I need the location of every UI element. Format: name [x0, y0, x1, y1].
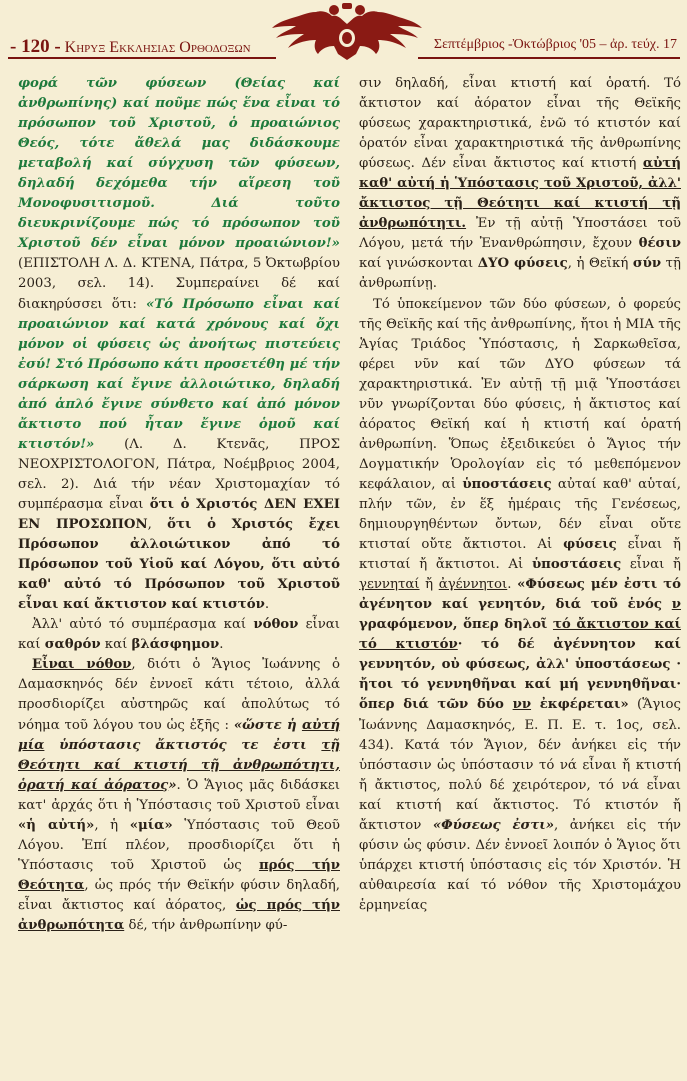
- journal-title: Κηρυξ Εκκλησιας Ορθοδοξων: [64, 39, 251, 56]
- text: , διότι ὁ Ἅγιος Ἰωάννης ὁ Δαμασκηνός δέν ἐννοεῖ κάτι τέτοιο, ἀλλά προσδιορίζει αὐστηρῶς καί ἀπολύτως τό νόημα τοῦ λόγου του ὡς ἑξῆς :: [18, 657, 340, 733]
- header-rule-right: [418, 57, 680, 59]
- text: . Ὁ Ἅγιος μᾶς διδάσκει κατ' ἀρχάς ὅτι ἡ Ὑπόστασις τοῦ Χριστοῦ εἶναι: [18, 777, 340, 813]
- bold-text: «Φύσεως μέν ἐστι τό ἀγένητον καί γενητόν, διά τοῦ ἑνός: [359, 577, 682, 613]
- bold-underline-text: τό ἄκτιστον καί τό κτιστόν: [359, 617, 681, 653]
- bold-text: φύσεις: [563, 537, 617, 553]
- text: .: [219, 637, 224, 653]
- paragraph: [359, 295, 681, 916]
- bold-underline-text: αὐτή καθ' αὐτή ἡ Ὑπόστασις τοῦ Χριστοῦ, ἀλλ' ἄκτιστος τῇ Θεότητι καί κτιστή τῇ ἀνθρωπότητι.: [359, 156, 681, 232]
- bold-italic-text: «Φύσεως ἐστι»: [432, 817, 555, 833]
- paragraph: [359, 74, 681, 295]
- bold-text: γραφόμενον, ὅπερ δηλοῖ: [359, 617, 553, 633]
- bold-italic-text: ὑπόστασις ἄκτιστός τε ἐστι: [44, 737, 322, 753]
- bold-underline-text: νν: [512, 697, 532, 713]
- bold-italic-underline-text: τῇ Θεότητι καί κτιστή τῇ ἀνθρωπότητι, ὁρατή καί ἀόρατος: [18, 737, 340, 793]
- text: (Λ. Δ. Κτενᾶς, ΠΡΟΣ ΝΕΟΧΡΙΣΤΟΛΟΓΟΝ, Πάτρα, Νοέμβριος 2004, σελ. 2). Διά τήν νέαν Χριστομαχίαν τό συμπέρασμα εἶναι: [18, 436, 340, 512]
- text: , ὡς πρός τήν Θεϊκήν φύσιν δηλαδή, εἶναι ἄκτιστος καί ἀόρατος,: [18, 877, 340, 913]
- double-headed-eagle-icon: [272, 2, 422, 62]
- bold-underline-text: ὡς πρός τήν ἀνθρωπότητα: [18, 897, 340, 933]
- bold-text: ὑποστάσεις: [462, 476, 552, 492]
- underline-text: γεννηταί: [359, 577, 420, 593]
- bold-text: «μία»: [129, 817, 173, 833]
- text: Ἐν τῇ αὐτῇ Ὑποστάσει τοῦ Λόγου, μετά τήν Ἐνανθρώπησιν, ἔχουν: [359, 216, 681, 252]
- issue-info: Σεπτέμβριος -Ὀκτώβριος '05 – ἀρ. τεύχ. 17: [433, 37, 677, 52]
- text: (Ἅγιος Ἰωάννης Δαμασκηνός, Ε. Π. Ε. τ. 1ος, σελ. 434). Κατά τόν Ἅγιον, δέν ἀνήκει εἰς τήν ὑπόστασιν ὡς ὑπόστασιν τό νά εἶναι ἤ κτιστή ἤ ἄκτιστος, πολύ δέ χειρότερον, τό νά εἶναι καί κτιστή καί ἄκτιστος. Τό κτιστόν ἤ ἄκτιστον: [359, 697, 681, 833]
- text: .: [507, 577, 518, 593]
- text: εἶναι ἤ: [621, 557, 681, 573]
- bold-text: σύν: [632, 256, 662, 272]
- paragraph: [18, 74, 340, 615]
- text: καί: [100, 637, 132, 653]
- text: ἤ: [419, 577, 439, 593]
- text: αὐταί καθ' αὑταί, πλήν τῶν, ἐν ἕξ ἡμέραις τῆς Γενέσεως, δημιουργηθέντων ὄντων, δέν εἶναι οὔτε κτισταί οὔτε ἄκτιστοι. Αἱ: [359, 476, 681, 553]
- text: δέ, τήν ἀνθρωπίνην φύ-: [124, 917, 288, 933]
- text: σιν δηλαδή, εἶναι κτιστή καί ὁρατή. Τό ἄκτιστον καί ἀόρατον εἶναι τῆς Θεϊκῆς φύσεως χαρακτηριστικά, ἐνῶ τό κτιστόν καί ὁρατόν εἶναι χαρακτηριστικά τῆς ἀνθρωπίνης φύσεως. Δέν εἶναι ἄκτιστος καί κτιστή: [359, 76, 681, 172]
- quote-green: «Τό Πρόσωπο εἶναι καί προαιώνιον καί κατά χρόνους καί ὄχι μόνον οἱ φύσεις ὡς ἀνοήτως πιστεύεις ἐσύ! Στό Πρόσωπο κάτι προσετέθη μέ τήν σάρκωση καί ἔγινε ἀλλοιώτικο, δηλαδή ἀπό ἁπλό ἔγινε σύνθετο καί ἀπό μόνον ἄκτιστο πού ἦταν ἔγινε ὁμοῦ καί κτιστόν!»: [18, 296, 340, 452]
- bold-text: βλάσφημον: [131, 637, 220, 653]
- text: , ἡ: [94, 817, 130, 833]
- text: , ἀνήκει εἰς τήν φύσιν ὡς φύσιν. Δέν ἐννοεῖ λοιπόν ὁ Ἅγιος ὅτι ὑπάρχει κτιστή ὑπόστασις εἰς τόν Χριστόν. Ἡ αὐθαιρεσία καί τό νόθον τῆς Χριστομάχου ἑρμηνείας: [359, 817, 681, 913]
- bold-text: νόθον: [253, 617, 299, 633]
- bold-underline-text: Εἶναι νόθον: [32, 657, 132, 673]
- bold-text: · τό δέ ἀγέννητον καί γεννητόν, οὐ φύσεως, ἀλλ' ὑποστάσεως · ἤτοι τό γεννηθῆναι καί μή γεννηθῆναι· ὅπερ διά τῶν δύο: [359, 637, 681, 713]
- bold-text: ἐκφέρεται»: [531, 697, 629, 713]
- bold-italic-text: «ὥστε ἡ: [233, 717, 302, 733]
- bold-text: ὅτι ὁ Χριστός ἔχει Πρόσωπον ἀλλοιώτικον ἀπό τό Πρόσωπον τοῦ Υἱοῦ καί Λόγου, ὅτι αὐτό καθ' αὐτό τό Πρόσωπον τοῦ Χριστοῦ εἶναι καί ἄκτιστον καί κτιστόν: [18, 517, 340, 613]
- text: εἶναι καί: [18, 617, 340, 653]
- text: .: [264, 597, 270, 613]
- left-column: [18, 74, 340, 936]
- quote-green: φορά τῶν φύσεων (Θείας καί ἀνθρωπίνης) καί ποῦμε πώς ἕνα εἶναι τό πρόσωπον τοῦ Χριστοῦ, ὁ προαιώνιος Θεός, τότε ἄθελά μας διδάσκουμε μεταβολή καί σύγχυση τῶν φύσεων, δηλαδή δεχόμεθα τήν αἵρεση τοῦ Μονοφυσιτισμοῦ. Διά τοῦτο διευκρινίζουμε πώς τό πρόσωπον τοῦ Χριστοῦ δέν εἶναι μόνον προαιώνιον!»: [18, 76, 340, 252]
- page-header: [0, 0, 687, 64]
- bold-text: ὅτι ὁ Χριστός ΔΕΝ ΕΧΕΙ ΕΝ ΠΡΟΣΩΠΟΝ: [18, 496, 340, 533]
- bold-italic-underline-text: αὐτή μία: [18, 717, 341, 753]
- page-number: - 120 -: [10, 36, 61, 57]
- bold-italic-text: »: [168, 777, 177, 793]
- paragraph: [18, 615, 340, 655]
- underline-text: ἀγέννητοι: [438, 577, 508, 593]
- header-left: [10, 36, 251, 58]
- text: (ΕΠΙΣΤΟΛΗ Λ. Δ. ΚΤΕΝΑ, Πάτρα, 5 Ὀκτωβρίου 2003, σελ. 14). Συμπεραίνει δέ καί διακηρύσσει ὅτι:: [18, 256, 340, 312]
- bold-text: «ἡ αὐτή»: [18, 817, 95, 833]
- text: ,: [147, 517, 168, 533]
- text: Τό ὑποκείμενον τῶν δύο φύσεων, ὁ φορεύς τῆς Θεϊκῆς καί τῆς ἀνθρωπίνης, ἤτοι ἡ ΜΙΑ τῆς Ἁγίας Τριάδος Ὑπόστασις, ἡ Σαρκωθεῖσα, φέρει νῦν καί τῶν ΔΥΟ φύσεων τά χαρακτηριστικά. Ἐν αὐτῇ τῇ μιᾷ Ὑποστάσει νῦν γνωρίζονται δύο φύσεις, ἡ ἄκτιστος καί ἀόρατος Θεϊκή καί ἡ κτιστή καί ὁρατή ἀνθρωπίνη. Ὅπως ἐξειδικεύει ὁ Ἅγιος τήν Δογματικήν Ὁρολογίαν εἰς τό μεθεπόμενον κεφάλαιον, αἱ: [359, 296, 681, 492]
- bold-underline-text: ν: [671, 597, 681, 613]
- bold-text: ὑποστάσεις: [531, 557, 622, 573]
- text: καί γινώσκονται: [359, 256, 478, 272]
- bold-underline-text: πρός τήν Θεότητα: [18, 857, 340, 893]
- text: Ἀλλ' αὐτό τό συμπέρασμα καί: [32, 617, 254, 633]
- header-rule-left: [8, 57, 276, 59]
- bold-text: ΔΥΟ φύσεις: [477, 256, 568, 272]
- right-column: [359, 74, 681, 916]
- paragraph: [18, 655, 340, 936]
- text: εἶναι ἤ κτισταί ἤ ἄκτιστοι. Αἱ: [359, 537, 681, 573]
- text: , ἡ Θεϊκή: [567, 256, 633, 272]
- text: τῇ ἀνθρωπίνῃ.: [359, 256, 681, 292]
- bold-text: σαθρόν: [44, 637, 101, 653]
- bold-text: θέσιν: [638, 236, 681, 252]
- text: Ὑπόστασις τοῦ Θεοῦ Λόγου. Ἐπί πλέον, προσδιορίζει ὅτι ἡ Ὑπόστασις τοῦ Χριστοῦ ὡς: [18, 817, 340, 873]
